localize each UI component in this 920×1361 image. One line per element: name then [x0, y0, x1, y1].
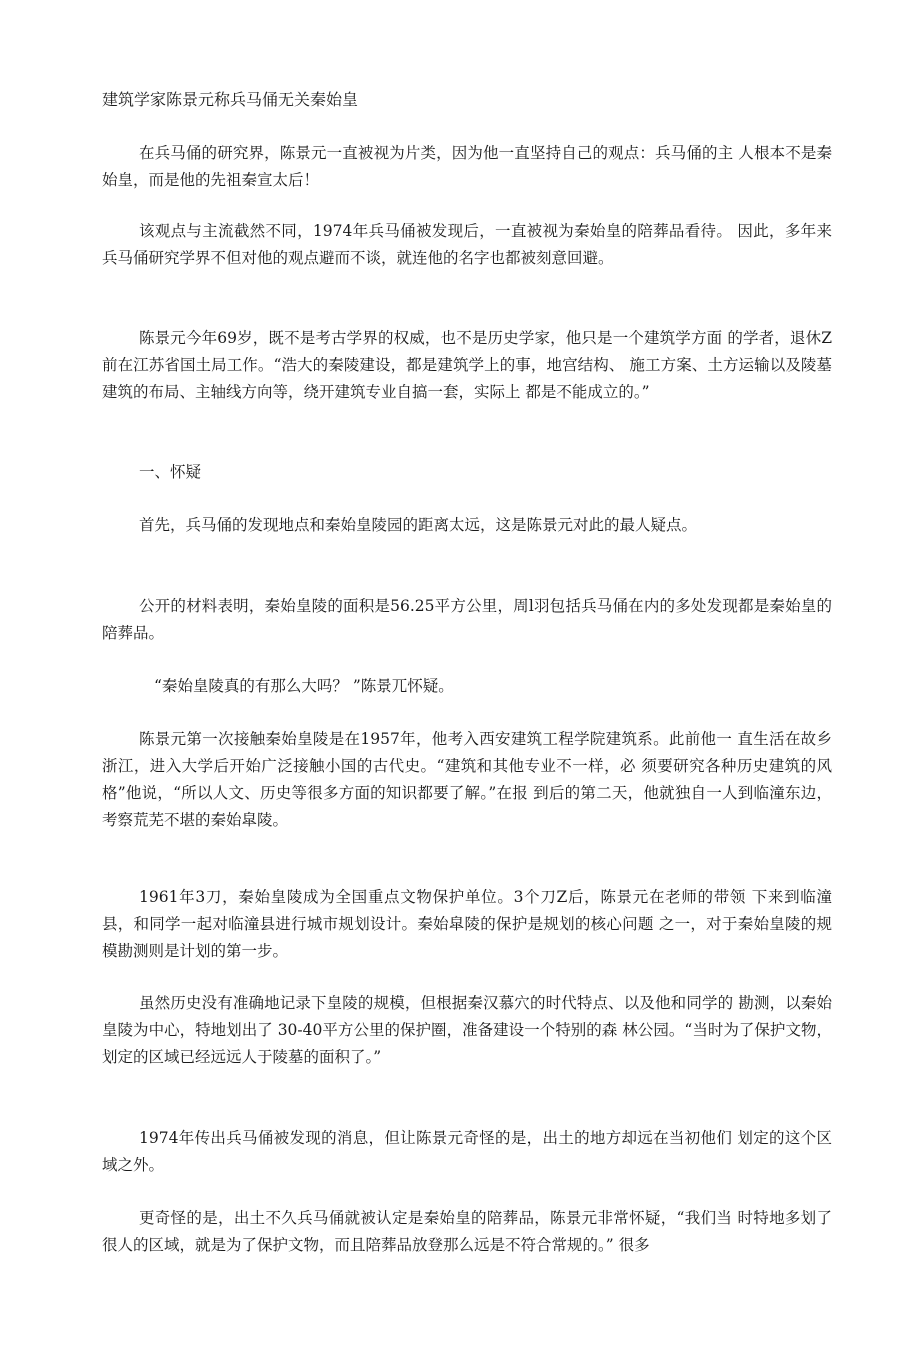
paragraph-9: 虽然历史没有准确地记录下皇陵的规模，但根据秦汉慕穴的时代特点、以及他和同学的 勘测，以秦始皇陵为中心，特地划出了 30-40平方公里的保护圈，准备建设一个特别的森 林公园。“当时为了保护文物，划定的区域已经远远人于陵墓的面积了。”: [102, 994, 832, 1066]
paragraph-1: 在兵马俑的研究界，陈景元一直被视为片类，因为他一直坚持自己的观点：兵马俑的主 人根本不是秦始皇，而是他的先祖秦宣太后！: [102, 144, 832, 189]
paragraph-4: 首先，兵马俑的发现地点和秦始皇陵园的距离太远，这是陈景元对此的最人疑点。: [139, 516, 698, 534]
paragraph-11: 更奇怪的是，出土不久兵马俑就被认定是秦始皇的陪葬品，陈景元非常怀疑，“我们当 时特地多划了很人的区域，就是为了保护文物，而且陪葬品放登那么远是不符合常规的。” 很多: [102, 1209, 832, 1254]
paragraph-10: 1974年传出兵马俑被发现的消息，但让陈景元奇怪的是，出土的地方却远在当初他们 划定的这个区域之外。: [102, 1129, 832, 1174]
section-heading: 一、怀疑: [139, 463, 202, 481]
document-title: 建筑学家陈景元称兵马俑无关秦始皇: [102, 90, 359, 109]
paragraph-8: 1961年3刀，秦始皇陵成为全国重点文物保护单位。3个刀Z后，陈景元在老师的带领 下来到临潼县，和同学一起对临潼县进行城市规划设计。秦始皐陵的保护是规划的核心问题 之一，对于秦始皇陵的规模勘测则是计划的第一步。: [102, 888, 832, 960]
paragraph-7: 陈景元第一次接触秦始皇陵是在1957年，他考入西安建筑工程学院建筑系。此前他一 直生活在故乡浙江，进入大学后开始广泛接触小国的古代史。“建筑和其他专业不一样，必 须要研究各种历史建筑的风格”他说，“所以人文、历史等很多方面的知识都要了解。”在报 到后的第二天，他就独自一人到临潼东边，考察荒芜不堪的秦始皐陵。: [102, 730, 832, 829]
paragraph-6: “秦始皇陵真的有那么大吗？ ”陈景兀怀疑。: [154, 677, 454, 695]
paragraph-5: 公开的材料表明，秦始皇陵的面积是56.25平方公里，周l羽包括兵马俑在内的多处发现都是秦始皇的陪葬品。: [102, 597, 832, 642]
paragraph-3: 陈景元今年69岁，既不是考古学界的权威，也不是历史学家，他只是一个建筑学方面 的学者，退休Z前在江苏省国土局工作。“浩大的秦陵建设，都是建筑学上的事，地宫结构、 施工方案、土方运输以及陵墓建筑的布局、主轴线方向等，绕开建筑专业自搞一套，实际上 都是不能成立的。”: [102, 329, 832, 401]
paragraph-2: 该观点与主流截然不同，1974年兵马俑被发现后，一直被视为秦始皇的陪葬品看待。 因此，多年来兵马俑研究学界不但对他的观点避而不谈，就连他的名字也都被刻意回避。: [102, 222, 832, 267]
